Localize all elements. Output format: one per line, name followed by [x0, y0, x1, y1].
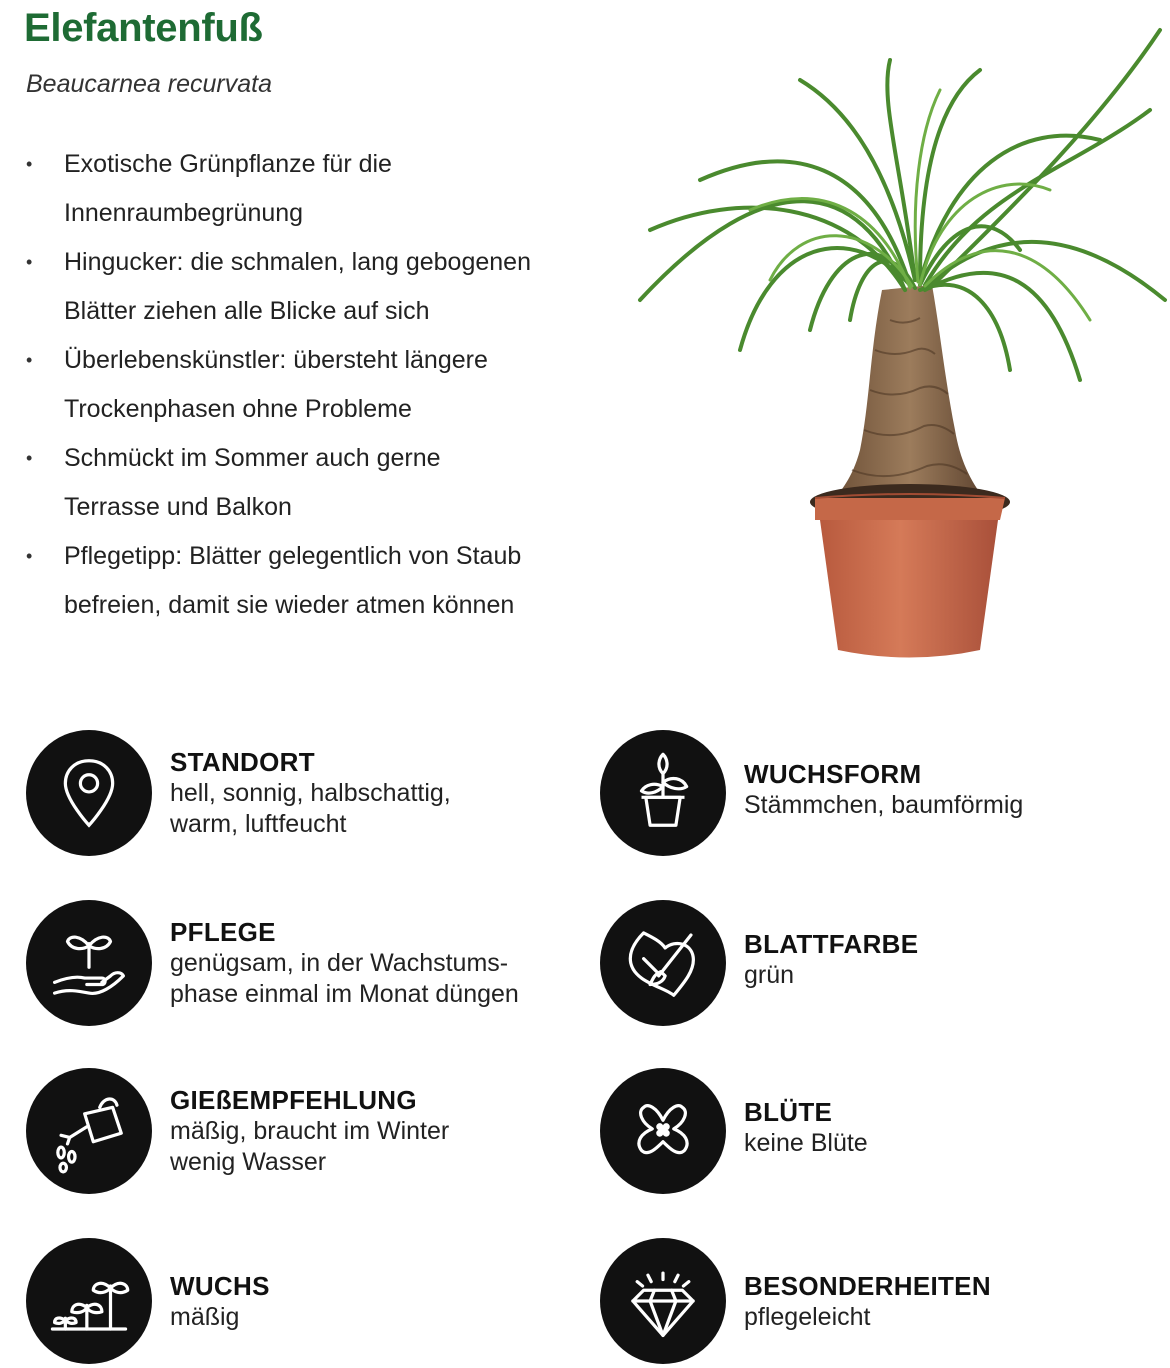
bullet-item — [24, 336, 584, 434]
feature-label: BLATTFARBE — [744, 929, 919, 959]
feature-value: hell, sonnig, halbschattig, — [170, 779, 451, 807]
bullet-marker: • — [26, 546, 33, 566]
feature-label: PFLEGE — [170, 917, 276, 947]
feature-label: BESONDERHEITEN — [744, 1271, 991, 1301]
feature-label: WUCHS — [170, 1271, 270, 1301]
flower-icon — [600, 1068, 726, 1194]
bullet-line: befreien, damit sie wieder atmen können — [64, 591, 515, 619]
feature-value: wenig Wasser — [170, 1148, 327, 1176]
feature-value: phase einmal im Monat düngen — [170, 980, 519, 1008]
product-title: Elefantenfuß — [24, 6, 263, 50]
feature-value: grün — [744, 961, 795, 989]
hand-seedling-icon — [26, 900, 152, 1026]
feature-value: keine Blüte — [744, 1129, 868, 1157]
bullet-line: Terrasse und Balkon — [64, 493, 292, 521]
feature-label: BLÜTE — [744, 1097, 833, 1127]
location-pin-icon — [26, 730, 152, 856]
leaf-brush-icon — [600, 900, 726, 1026]
feature-value: mäßig — [170, 1303, 240, 1331]
feature-value: warm, luftfeucht — [170, 810, 347, 838]
diamond-icon — [600, 1238, 726, 1364]
bullet-line: Exotische Grünpflanze für die — [64, 150, 392, 178]
bullet-line: Trockenphasen ohne Probleme — [64, 395, 412, 423]
feature-wuchs — [26, 1238, 566, 1368]
bullet-item — [24, 434, 584, 532]
feature-value: Stämmchen, baumförmig — [744, 791, 1024, 819]
feature-wuchsform — [600, 730, 1140, 860]
bullet-line: Überlebenskünstler: übersteht längere — [64, 346, 488, 374]
feature-label: GIEßEMPFEHLUNG — [170, 1085, 417, 1115]
seedlings-growth-icon — [26, 1238, 152, 1364]
bullet-marker: • — [26, 154, 33, 174]
bullet-line: Schmückt im Sommer auch gerne — [64, 444, 441, 472]
feature-bluete — [600, 1068, 1140, 1198]
feature-besonderheiten — [600, 1238, 1140, 1368]
feature-value: genügsam, in der Wachstums- — [170, 949, 509, 977]
feature-blattfarbe — [600, 900, 1140, 1030]
botanical-name: Beaucarnea recurvata — [26, 70, 272, 98]
watering-can-icon — [26, 1068, 152, 1194]
bullet-item — [24, 140, 584, 238]
bullet-marker: • — [26, 252, 33, 272]
bullet-marker: • — [26, 350, 33, 370]
feature-standort — [26, 730, 566, 860]
bullet-line: Hingucker: die schmalen, lang gebogenen — [64, 248, 531, 276]
feature-giessempfehlung — [26, 1068, 566, 1198]
bullet-marker: • — [26, 448, 33, 468]
bullet-item — [24, 238, 584, 336]
feature-value: pflegeleicht — [744, 1303, 871, 1331]
feature-bullet-list — [24, 140, 584, 630]
feature-label: STANDORT — [170, 747, 315, 777]
feature-pflege — [26, 900, 566, 1030]
feature-value: mäßig, braucht im Winter — [170, 1117, 450, 1145]
bullet-line: Pflegetipp: Blätter gelegentlich von Staub — [64, 542, 522, 570]
bullet-line: Innenraumbegrünung — [64, 199, 304, 227]
bullet-item — [24, 532, 584, 630]
bullet-line: Blätter ziehen alle Blicke auf sich — [64, 297, 430, 325]
ponytail-palm-image — [620, 20, 1170, 670]
potted-plant-icon — [600, 730, 726, 856]
feature-label: WUCHSFORM — [744, 759, 922, 789]
